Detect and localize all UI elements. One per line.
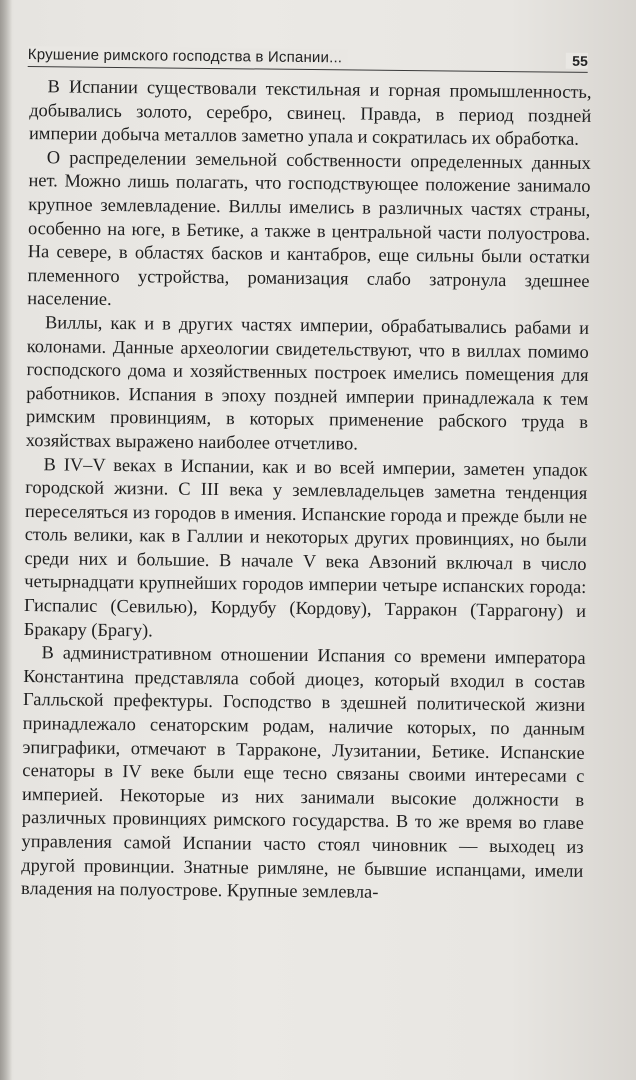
paragraph-1: В Испании существовали текстильная и горная промышленность, добывались золото, серебро, свинец. Правда, в период поздней империи добыча металлов заметно упала и сократилась их обработка. — [28, 76, 592, 150]
paragraph-2: О распределении земельной собственности определенных данных нет. Можно лишь полагать, что господствующее положение занимало крупное землевладение. Виллы имелись в различных частях страны, особенно на юге, в Бетике, а также в центральной части полуострова. На севере, в областях басков и кантабров, еще сильны были остатки племенного устройства, романизация слабо затронула здешнее население. — [27, 147, 591, 310]
running-title: Крушение римского господства в Испании... — [28, 46, 349, 66]
binding-shadow — [0, 0, 12, 1080]
page-number: 55 — [566, 53, 588, 69]
paragraph-4: В IV–V веках в Испании, как и во всей империи, заметен упадок городской жизни. С III века у землевладельцев заметна тенденция переселяться из городов в имения. Испанские города и прежде были не столь велики, как в Галлии и некоторых других провинциях, но были среди них и большие. В начале V века Авзоний включал в число четырнадцати крупнейших городов империи четыре испанских города: Гиспалис (Севилью), Кордубу (Кордову), Тарракон (Таррагону) и Бракару (Брагу). — [23, 453, 588, 641]
paragraph-5: В административном отношении Испания со времени императора Константина представляла собой диоцез, который входил в состав Галльской префектуры. Господство в здешней политической жизни принадлежало сенаторским родам, наличие которых, по данным эпиграфики, отмечают в Тарраконе, Лузитании, Бетике. Испанские сенаторы в IV веке были еще тесно связаны своими интересами с империей. Некоторые из них занимали высокие должности в различных провинциях римского государства. В то же время во главе управления самой Испании часто стоял чиновник — выходец из другой провинции. Знатные римляне, не бывшие испанцами, имели владения на полуострове. Крупные землевла- — [21, 642, 586, 902]
book-page — [11, 40, 592, 1076]
running-header — [28, 40, 588, 73]
paragraph-3: Виллы, как и в других частях империи, обрабатывались рабами и колонами. Данные археологии свидетельствуют, что в виллах помимо господского дома и хозяйственных построек имелись помещения для работников. Испания в эпоху поздней империи принадлежала к тем римским провинциям, в которых применение рабского труда в хозяйствах выражено наиболее отчетливо. — [25, 312, 590, 454]
body-text — [21, 75, 592, 907]
